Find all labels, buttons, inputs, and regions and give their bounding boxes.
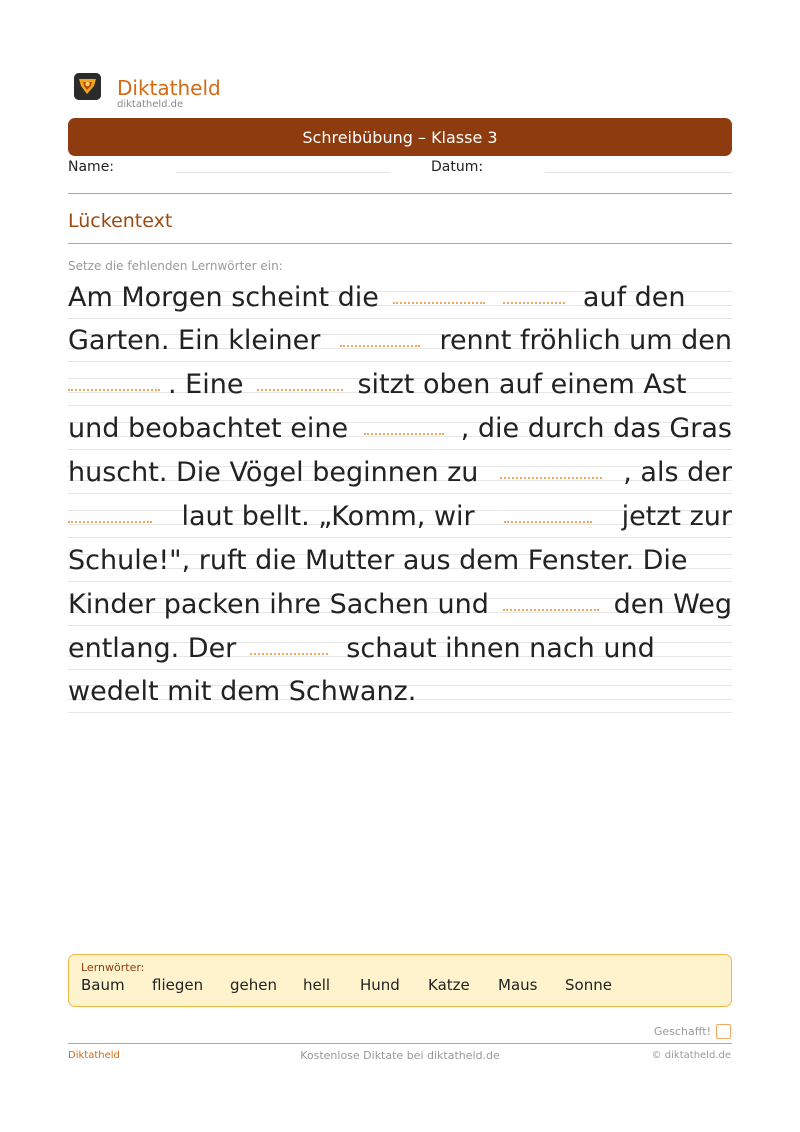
done-checkbox[interactable]: [716, 1024, 731, 1039]
word-bank-label: Lernwörter:: [81, 961, 145, 974]
gap-blank[interactable]: [393, 302, 485, 304]
gap-blank[interactable]: [68, 521, 152, 523]
section-title: Lückentext: [68, 210, 173, 232]
text-line: [68, 414, 732, 458]
gap-blank[interactable]: [503, 609, 599, 611]
instruction-text: Setze die fehlenden Lernwörter ein:: [68, 259, 283, 273]
text-line: [68, 634, 732, 678]
done-label: Geschafft!: [653, 1025, 711, 1038]
text-line: [68, 590, 732, 634]
text-segment: schaut ihnen nach und: [346, 633, 655, 664]
text-segment: und beobachtet eine: [68, 413, 349, 444]
date-field[interactable]: [545, 172, 732, 173]
gap-blank[interactable]: [250, 653, 328, 655]
word-item: fliegen: [152, 976, 204, 994]
word-item: Maus: [498, 976, 538, 994]
text-segment: auf den: [582, 282, 686, 313]
text-segment: , die durch das Gras: [460, 413, 732, 444]
word-bank-list: [81, 976, 612, 994]
name-label: Name:: [68, 159, 115, 175]
footer-divider: [68, 1043, 732, 1044]
text-line: [68, 370, 732, 414]
footer-tagline: Kostenlose Diktate bei diktatheld.de: [300, 1049, 500, 1062]
text-segment: laut bellt. „Komm, wir: [181, 501, 475, 532]
gap-blank[interactable]: [257, 389, 343, 391]
gap-blank[interactable]: [68, 389, 160, 391]
text-segment: rennt fröhlich um den: [439, 325, 732, 356]
divider: [68, 243, 732, 244]
text-line: [68, 677, 732, 721]
word-item: gehen: [230, 976, 277, 994]
brand-url: diktatheld.de: [117, 99, 184, 110]
word-item: Sonne: [565, 976, 612, 994]
name-field[interactable]: [176, 172, 390, 173]
gap-blank[interactable]: [504, 521, 592, 523]
text-segment: den Weg: [613, 589, 732, 620]
word-bank: [68, 954, 732, 1007]
gap-blank[interactable]: [503, 302, 565, 304]
word-item: hell: [303, 976, 331, 994]
done-check: [654, 1024, 731, 1039]
date-label: Datum:: [431, 159, 484, 175]
text-line: [68, 458, 732, 502]
worksheet-title: Schreibübung – Klasse 3: [302, 127, 498, 147]
text-line: [68, 502, 732, 546]
text-segment: huscht. Die Vögel beginnen zu: [68, 457, 479, 488]
text-segment: Am Morgen scheint die: [68, 282, 379, 313]
text-segment: sitzt oben auf einem Ast: [357, 369, 687, 400]
hero-logo-icon: [74, 73, 101, 100]
text-segment: jetzt zur: [621, 501, 732, 532]
word-item: Katze: [428, 976, 470, 994]
text-segment: wedelt mit dem Schwanz.: [68, 676, 417, 707]
text-segment: , als der: [623, 457, 732, 488]
word-item: Hund: [360, 976, 400, 994]
text-segment: Kinder packen ihre Sachen und: [68, 589, 489, 620]
gap-blank[interactable]: [340, 345, 420, 347]
divider: [68, 193, 732, 194]
brand-name: Diktatheld: [117, 76, 221, 100]
text-segment: entlang. Der: [68, 633, 237, 664]
gap-blank[interactable]: [364, 433, 444, 435]
gap-blank[interactable]: [500, 477, 602, 479]
footer-copyright: © diktatheld.de: [651, 1050, 731, 1061]
text-line: [68, 546, 732, 590]
text-segment: Garten. Ein kleiner: [68, 325, 321, 356]
footer-brand: Diktatheld: [68, 1050, 120, 1061]
text-line: [68, 283, 732, 327]
text-line: [68, 326, 732, 370]
text-segment: Schule!", ruft die Mutter aus dem Fenster. Die: [68, 545, 688, 576]
word-item: Baum: [81, 976, 125, 994]
worksheet-title-bar: [68, 118, 732, 156]
text-segment: . Eine: [168, 369, 244, 400]
